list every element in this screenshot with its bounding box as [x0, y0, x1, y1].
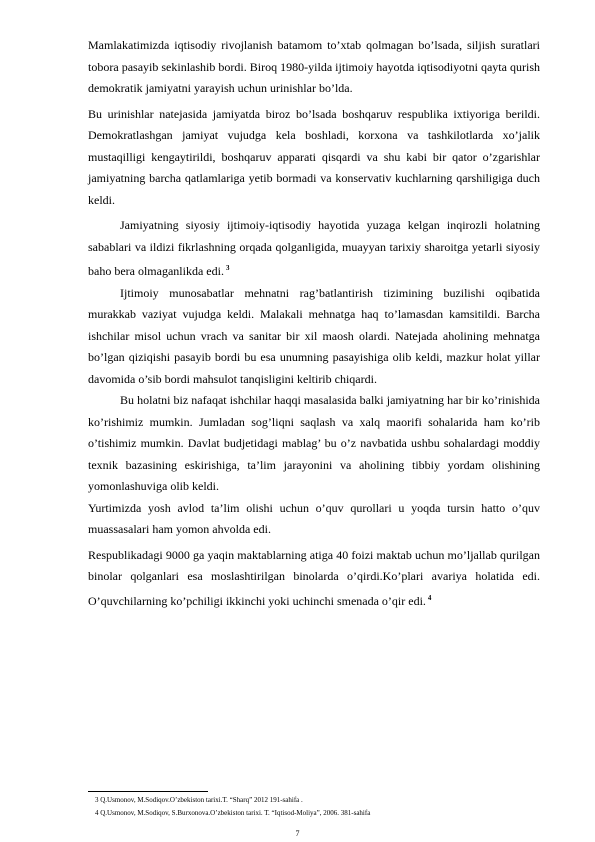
footnote: 3 Q.Usmonov, M.Sodiqov.O’zbekiston tarixi.T. “Sharq” 2012 191-sahifa .	[95, 796, 303, 804]
paragraph: Bu urinishlar natejasida jamiyatda biroz bo’lsada boshqaruv respublika ixtiyoriga berildi. Demokratlashgan jamiyat vujudga kela boshladi, korxona va tashkilotlarda xo’jalik mustaqilligi kengaytirildi, boshqaruv apparati qisqardi va shu kabi bir qator o’zgarishlar jamiyatning barcha qatlamlariga yetib bormadi va konservativ kuchlarning qarshiligiga duch keldi.	[88, 106, 540, 207]
footnote-ref[interactable]: 4	[427, 593, 432, 602]
footnotes	[88, 794, 540, 820]
page-number: 7	[295, 829, 300, 838]
paragraph: Yurtimizda yosh avlod ta’lim olishi uchun o’quv qurollari u yoqda tursin hatto o’quv muassasalari ham yomon ahvolda edi.	[88, 500, 540, 536]
footnote-ref[interactable]: 3	[225, 264, 230, 272]
paragraph	[88, 545, 540, 613]
paragraph: Bu holatni biz nafaqat ishchilar haqqi masalasida balki jamiyatning har bir ko’rinishida ko’rishimiz mumkin. Jumladan sog’liqni saqlash va xalq maorifi sohalarida ham ko’rib o’tishimiz mumkin. Davlat budjetidagi mablag’ bu o’z navbatida ushbu sohalardagi moddiy texnik bazasining eskirishiga, ta’lim jarayonini va aholining tibbiy yordam olishining yomonlashuviga olib keldi.	[88, 393, 540, 493]
footnote-separator	[88, 791, 208, 792]
paragraph	[88, 215, 540, 283]
document-body	[88, 35, 540, 612]
paragraph-text: Jamiyatning siyosiy ijtimoiy-iqtisodiy hayotida yuzaga kelgan inqirozli holatning sabablari va ildizi fikrlashning orqada qolganligida, muayyan tarixiy sharoitga yetarli siyosiy baho bera olmaganlikda edi.	[88, 218, 540, 278]
paragraph-text: Respublikadagi 9000 ga yaqin maktablarning atiga 40 foizi maktab uchun mo’ljallab qurilgan binolar qolganlari esa moslashtirilgan binolarda o’qirdi.Ko’plari avariya holatida edi. O’quvchilarning ko’pchiligi ikkinchi yoki uchinchi smenada o’qir edi.	[88, 547, 540, 608]
paragraph: Ijtimoiy munosabatlar mehnatni rag’batlantirish tizimining buzilishi oqibatida murakkab vaziyat vujudga keldi. Malakali mehnatga haq to’lamasdan kamsitildi. Barcha ishchilar misol uchun vrach va sanitar bir xil maosh olardi. Natejada aholining mehnatga bo’lgan qiziqishi pasayib bordi bu esa unumning pasayishiga olib keldi, mazkur holat yillar davomida o’sib bordi mahsulot tanqisligini keltirib chiqardi.	[88, 285, 540, 386]
paragraph: Mamlakatimizda iqtisodiy rivojlanish batamom to’xtab qolmagan bo’lsada, siljish suratlari tobora pasayib sekinlashib bordi. Biroq 1980-yilda ijtimoiy hayotda iqtisodiyotni qayta qurish demokratik jamiyatni yarayish uchun urinishlar bo’lda.	[88, 38, 540, 95]
footnote: 4 Q.Usmonov, M.Sodiqov, S.Burxonova.O’zbekiston tarixi. T. “Iqtisod-Moliya”, 2006. 381-sahifa	[95, 809, 371, 817]
